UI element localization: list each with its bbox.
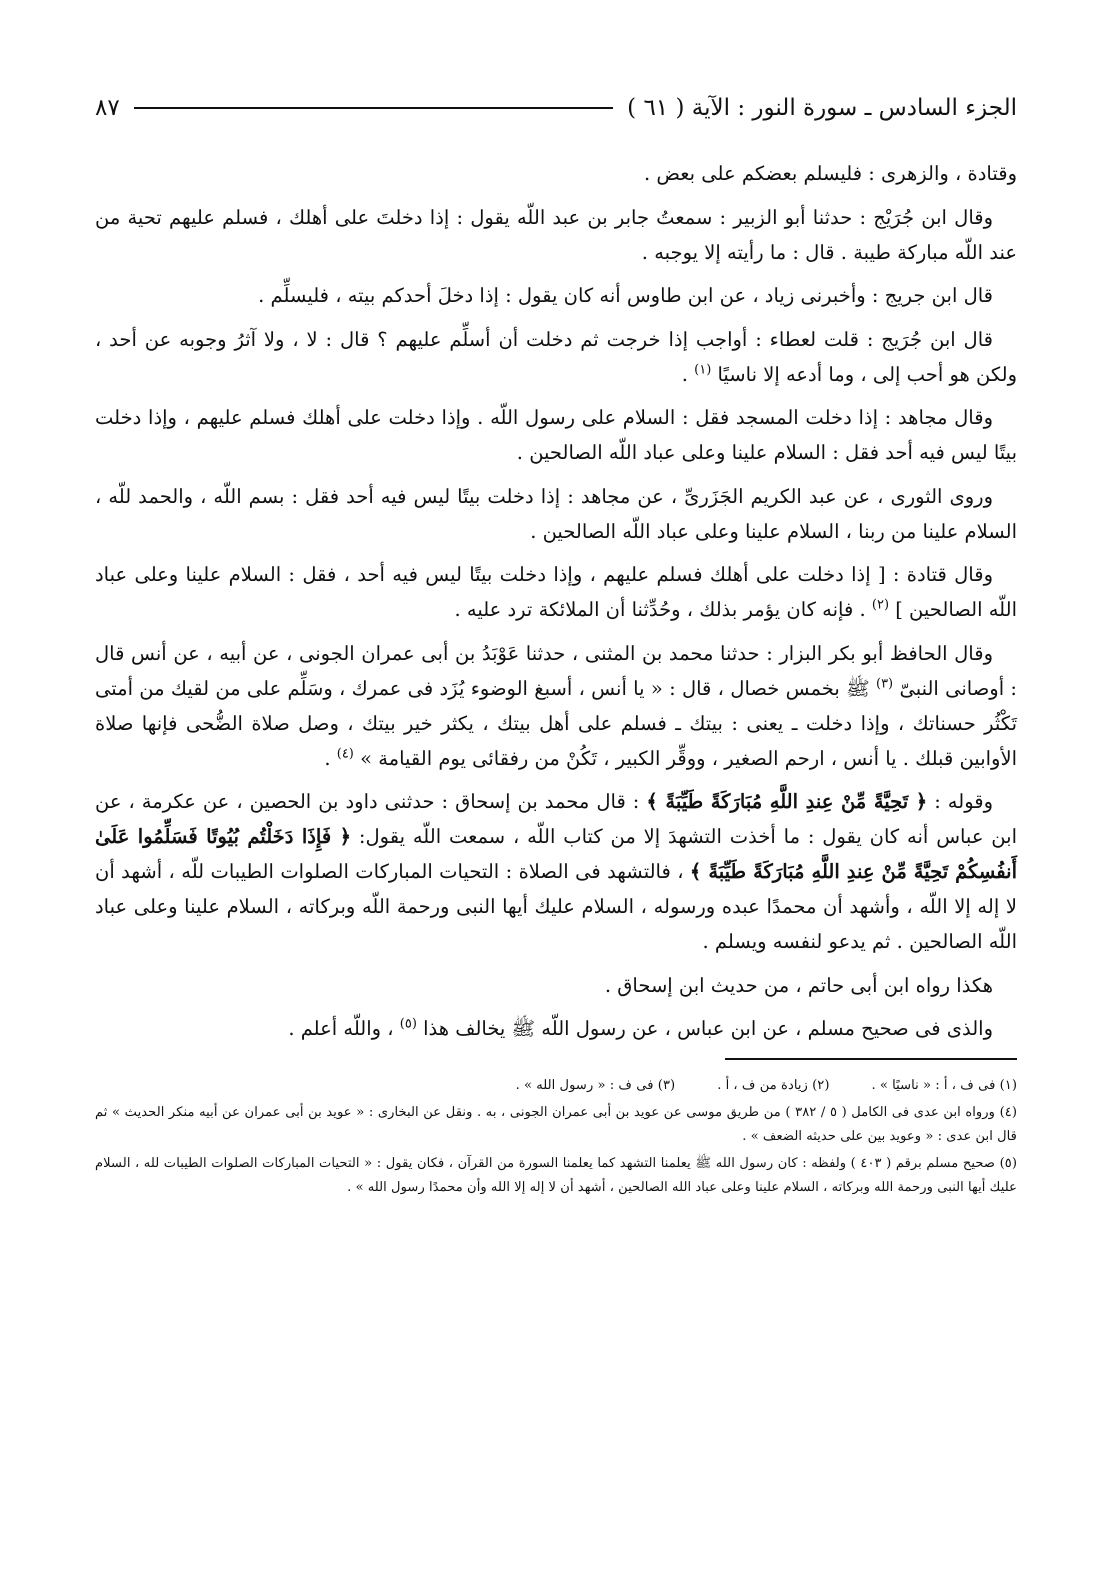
paragraph-8-text-b: ﷺ بخمس خصال ، قال : « يا أنس ، أسبغ الوضوء يُزَد فى عمرك ، وسَلِّم على من لقيك من أمتى تَكْثُر حسناتك ، وإذا دخلت ـ يعنى : بيتك ـ فسلم على أهل بيتك ، يكثر خير بيتك ، وصل صلاة الضُّحى فإنها صلاة الأوابين قبلك . يا أنس ، ارحم الصغير ، ووقِّر الكبير ، تَكُنْ من رفقائى يوم القيامة » xyxy=(95,676,1017,770)
footnote-2: (٢) زيادة من ف ، أ . xyxy=(717,1078,830,1093)
header-rule xyxy=(134,107,613,109)
footnote-row-1-3 xyxy=(95,1074,1017,1099)
paragraph-5 xyxy=(95,400,1017,470)
paragraph-2-text: وقال ابن جُرَيْج : حدثنا أبو الزبير : سمعتُ جابر بن عبد اللّه يقول : إذا دخلتَ على أهلك ، فسلم عليهم تحية من عند اللّه مباركة طيبة . قال : ما رأيته إلا يوجبه . xyxy=(95,205,1017,264)
paragraph-1 xyxy=(95,156,1017,191)
page-number: ٨٧ xyxy=(95,95,120,121)
paragraph-10-text: هكذا رواه ابن أبى حاتم ، من حديث ابن إسحاق . xyxy=(604,973,993,997)
paragraph-7-text-b: . فإنه كان يؤمر بذلك ، وحُدِّثنا أن الملائكة ترد عليه . xyxy=(454,598,866,621)
paragraph-10 xyxy=(95,968,1017,1003)
paragraph-4-text: قال ابن جُرَيج : قلت لعطاء : أواجب إذا خرجت ثم دخلت أن أسلِّم عليهم ؟ قال : لا ، ولا آثرُ وجوبه عن أحد ، ولكن هو أحب إلى ، وما أدعه إلا ناسيًا xyxy=(95,327,1017,386)
running-header xyxy=(95,88,1017,128)
paragraph-9-text-c: ، فالتشهد فى الصلاة : التحيات المباركات الصلوات الطيبات للّه ، أشهد أن لا إله إلا اللّه ، وأشهد أن محمدًا عبده ورسوله ، السلام عليك أيها النبى ورحمة اللّه وبركاته ، السلام علينا وعلى عباد اللّه الصالحين . ثم يدعو لنفسه ويسلم . xyxy=(95,860,1017,953)
paragraph-9 xyxy=(95,784,1017,959)
paragraph-8 xyxy=(95,636,1017,776)
paragraph-9-text-a: وقوله : xyxy=(934,790,994,813)
paragraph-5-text: وقال مجاهد : إذا دخلت المسجد فقل : السلام على رسول اللّه . وإذا دخلت على أهلك فسلم عليهم ، وإذا دخلت بيتًا ليس فيه أحد فقل : السلام علينا وعلى عباد اللّه الصالحين . xyxy=(95,406,1017,464)
main-text xyxy=(95,156,1017,1046)
footnote-ref-3[interactable]: (٣) xyxy=(875,676,894,691)
footnote-ref-1[interactable]: (١) xyxy=(694,362,712,377)
paragraph-6-text: وروى الثورى ، عن عبد الكريم الجَزَرىِّ ، عن مجاهد : إذا دخلت بيتًا ليس فيه أحد فقل : بسم اللّه ، والحمد للّه ، السلام علينا من ربنا ، السلام علينا وعلى عباد اللّه الصالحين . xyxy=(95,484,1017,543)
footnote-5: (٥) صحيح مسلم برقم ( ٤٠٣ ) ولفظه : كان رسول الله ﷺ يعلمنا التشهد كما يعلمنا السورة من القرآن ، فكان يقول : « التحيات المباركات الصلوات الطيبات لله ، السلام عليك أيها النبى ورحمة الله وبركاته ، السلام علينا وعلى عباد الله الصالحين ، أشهد أن لا إله إلا الله وأن محمدًا رسول الله » . xyxy=(95,1155,1017,1195)
paragraph-11-text-b: ، واللّه أعلم . xyxy=(288,1017,394,1040)
footnote-separator xyxy=(725,1058,1017,1060)
paragraph-3-text: قال ابن جريج : وأخبرنى زياد ، عن ابن طاوس أنه كان يقول : إذا دخلَ أحدكم بيته ، فليسلِّم . xyxy=(258,284,993,307)
paragraph-1-text: وقتادة ، والزهرى : فليسلم بعضكم على بعض . xyxy=(643,162,1017,185)
quran-quote-1: ﴿ تَحِيَّةً مِّنْ عِندِ اللَّهِ مُبَارَكَةً طَيِّبَةً ﴾ xyxy=(646,790,928,813)
paragraph-9-text-b: : قال محمد بن إسحاق : حدثنى داود بن الحصين ، عن عكرمة ، عن ابن عباس أنه كان يقول : ما أخذت التشهدَ إلا من كتاب اللّه ، سمعت اللّه يقول: xyxy=(95,790,1017,848)
paragraph-3 xyxy=(95,278,1017,313)
footnotes xyxy=(95,1074,1017,1201)
paragraph-7-text-a: وقال قتادة : [ إذا دخلت على أهلك فسلم عليهم ، وإذا دخلت بيتًا ليس فيه أحد ، فقل : السلام علينا وعلى عباد اللّه الصالحين ] xyxy=(95,563,1017,621)
book-page xyxy=(95,88,1017,1203)
footnote-ref-4[interactable]: (٤) xyxy=(336,746,354,761)
header-title: الجزء السادس ـ سورة النور : الآية ( ٦١ ) xyxy=(627,95,1017,121)
paragraph-11-text-a: والذى فى صحيح مسلم ، عن ابن عباس ، عن رسول اللّه ﷺ يخالف هذا xyxy=(423,1017,993,1040)
paragraph-4-end: . xyxy=(681,362,688,386)
paragraph-11 xyxy=(95,1011,1017,1046)
paragraph-4 xyxy=(95,322,1017,392)
footnote-ref-5[interactable]: (٥) xyxy=(399,1016,417,1032)
quran-quote-2: ﴿ فَإِذَا دَخَلْتُم بُيُوتًا فَسَلِّمُوا عَلَىٰ أَنفُسِكُمْ تَحِيَّةً مِّنْ عِندِ اللَّهِ مُبَارَكَةً طَيِّبَةً ﴾ xyxy=(95,825,1018,883)
footnote-ref-2[interactable]: (٢) xyxy=(871,597,890,613)
footnote-4: (٤) ورواه ابن عدى فى الكامل ( ٥ / ٣٨٢ ) من طريق موسى عن عويد بن أبى عمران الجونى ، به . ونقل عن البخارى : « عويد بن أبى عمران عن أبيه منكر الحديث » ثم قال ابن عدى : « وعويد بين على حديثه الضعف » . xyxy=(95,1104,1017,1144)
footnote-1: (١) فى ف ، أ : « ناسيًا » . xyxy=(871,1078,1017,1093)
paragraph-8-end: . xyxy=(324,746,331,770)
paragraph-6 xyxy=(95,479,1017,549)
paragraph-8-text-a: وقال الحافظ أبو بكر البزار : حدثنا محمد بن المثنى ، حدثنا عَوْبَدُ بن أبى عمران الجونى ، عن أبيه ، عن أنس قال : أوصانى النبىّ xyxy=(95,641,1018,700)
paragraph-2 xyxy=(95,200,1017,270)
footnote-3: (٣) فى ف : « رسول الله » . xyxy=(515,1078,676,1093)
paragraph-7 xyxy=(95,557,1017,627)
